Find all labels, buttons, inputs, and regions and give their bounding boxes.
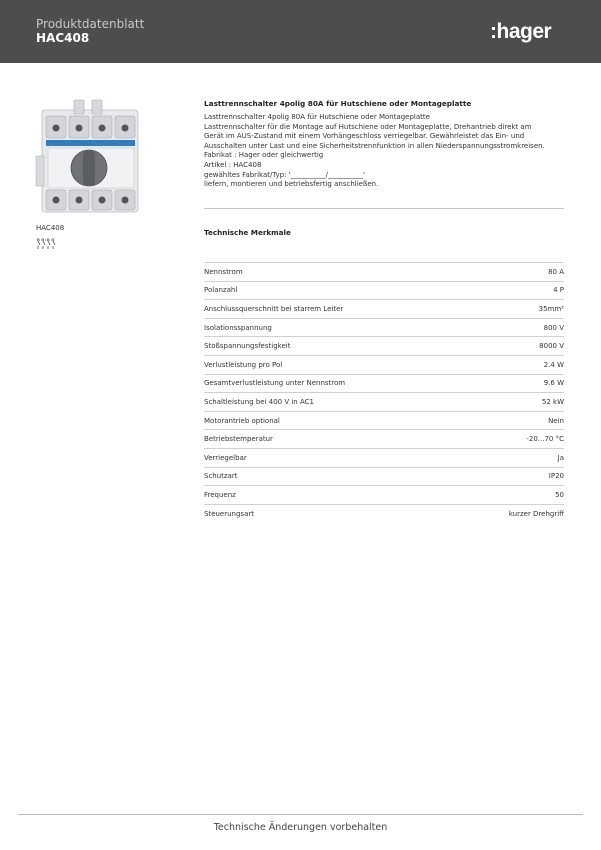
spec-row bbox=[204, 299, 564, 318]
spec-value: 80 A bbox=[548, 267, 564, 276]
spec-value: 35mm² bbox=[538, 304, 564, 313]
spec-value: Nein bbox=[548, 416, 564, 425]
description-line: gewähltes Fabrikat/Typ: '__________/__________' bbox=[204, 170, 365, 179]
spec-row bbox=[204, 448, 564, 467]
specs-title: Technische Merkmale bbox=[204, 228, 291, 237]
spec-value: IP20 bbox=[548, 472, 564, 481]
page-header bbox=[0, 0, 601, 63]
specs-table bbox=[204, 262, 564, 522]
image-caption: HAC408 bbox=[36, 224, 65, 232]
description-line: Fabrikat : Hager oder gleichwertig bbox=[204, 151, 324, 160]
spec-label: Stoßspannungsfestigkeit bbox=[204, 342, 291, 351]
product-image bbox=[34, 96, 144, 221]
description-line: Gerät im AUS-Zustand mit einem Vorhängeschloss verriegelbar. Gewährleistet das Ein- und bbox=[204, 132, 525, 141]
hager-logo bbox=[490, 18, 568, 44]
description-line: Ausschalten unter Last und eine Sicherheitstrennfunktion in allen Niederspannungsstromkreisen. bbox=[204, 141, 545, 150]
spec-row bbox=[204, 504, 564, 523]
description-line: liefern, montieren und betriebsfertig anschließen. bbox=[204, 180, 379, 189]
description-line: Lasttrennschalter 4polig 80A für Hutschiene oder Montageplatte bbox=[204, 113, 430, 121]
spec-row bbox=[204, 336, 564, 355]
product-description bbox=[204, 99, 564, 190]
spec-row bbox=[204, 467, 564, 486]
spec-row bbox=[204, 318, 564, 337]
spec-value: -20...70 °C bbox=[526, 435, 564, 444]
spec-label: Polanzahl bbox=[204, 286, 238, 295]
spec-value: kurzer Drehgriff bbox=[508, 509, 564, 518]
spec-label: Verriegelbar bbox=[204, 453, 247, 462]
description-line: Artikel : HAC408 bbox=[204, 160, 262, 169]
spec-row bbox=[204, 429, 564, 448]
spec-value: Ja bbox=[557, 453, 564, 462]
spec-row bbox=[204, 411, 564, 430]
spec-label: Betriebstemperatur bbox=[204, 435, 273, 444]
spec-row bbox=[204, 485, 564, 504]
spec-label: Schutzart bbox=[204, 472, 238, 481]
spec-label: Anschlussquerschnitt bei starrem Leiter bbox=[204, 304, 344, 313]
footer-note: Technische Änderungen vorbehalten bbox=[213, 822, 388, 833]
spec-label: Gesamtverlustleistung unter Nennstrom bbox=[204, 379, 346, 388]
switch-symbol-icon bbox=[36, 236, 58, 250]
description-line: Lasttrennschalter für die Montage auf Hutschiene oder Montageplatte, Drehantrieb direkt am bbox=[204, 122, 532, 131]
spec-label: Frequenz bbox=[204, 490, 236, 499]
spec-row bbox=[204, 392, 564, 411]
hager-logo-text: :hager bbox=[490, 20, 552, 43]
product-title: Lasttrennschalter 4polig 80A für Hutschiene oder Montageplatte bbox=[204, 99, 472, 108]
spec-label: Isolationsspannung bbox=[204, 323, 272, 332]
spec-label: Verlustleistung pro Pol bbox=[204, 360, 283, 369]
spec-label: Steuerungsart bbox=[204, 509, 254, 518]
spec-row bbox=[204, 374, 564, 393]
footer-divider bbox=[18, 814, 583, 815]
spec-value: 9.6 W bbox=[543, 379, 564, 388]
spec-label: Motorantrieb optional bbox=[204, 416, 280, 425]
section-divider bbox=[204, 208, 564, 209]
spec-row bbox=[204, 262, 564, 281]
spec-value: 50 bbox=[555, 490, 564, 499]
spec-value: 800 V bbox=[543, 323, 564, 332]
product-code: HAC408 bbox=[36, 31, 90, 45]
spec-value: 2.4 W bbox=[543, 360, 564, 369]
document-type: Produktdatenblatt bbox=[36, 17, 145, 31]
spec-row bbox=[204, 281, 564, 300]
spec-label: Nennstrom bbox=[204, 267, 243, 276]
spec-label: Schaltleistung bei 400 V in AC1 bbox=[204, 397, 314, 406]
spec-value: 8000 V bbox=[539, 342, 564, 351]
spec-value: 4 P bbox=[553, 286, 564, 295]
spec-value: 52 kW bbox=[541, 397, 564, 406]
spec-row bbox=[204, 355, 564, 374]
